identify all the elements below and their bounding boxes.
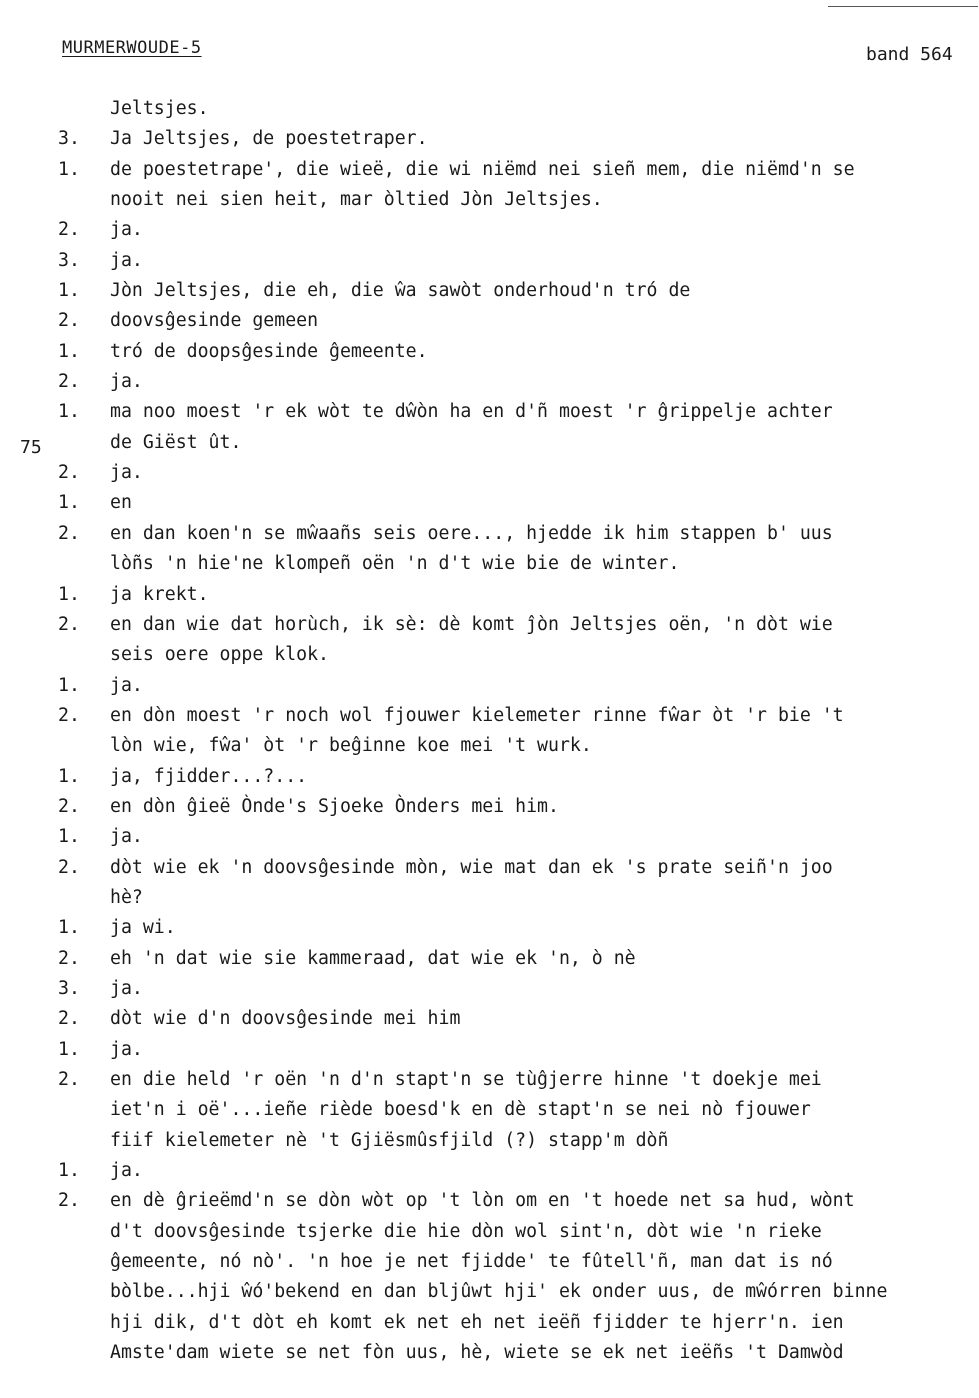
transcript-line [0,701,979,731]
utterance-text: ja. [110,249,143,271]
page-title: MURMERWOUDE-5 [62,38,202,58]
speaker-number: 1. [58,401,80,423]
transcript-line [0,640,979,670]
utterance-text: d't doovsĝesinde tsjerke die hie dòn wol sint'n, dòt wie 'n rieke [110,1220,822,1242]
utterance-text: bòlbe...hji ŵó'bekend en dan bljûwt hji' ek onder uus, de mŵórren binne [110,1281,888,1303]
utterance-text: iet'n i oë'...ieñe riède boesd'k en dè stapt'n se nei nò fjouwer [110,1099,811,1121]
utterance-text: ja. [110,977,143,999]
transcript-line [0,276,979,306]
transcript-body [0,94,979,1368]
utterance-text: seis oere oppe klok. [110,644,329,666]
transcript-line [0,1065,979,1095]
utterance-text: lòñs 'n hie'ne klompeñ oën 'n d't wie bie de winter. [110,553,680,575]
utterance-text: en die held 'r oën 'n d'n stapt'n se tùĝjerre hinne 't doekje mei [110,1069,822,1090]
utterance-text: ja, fjidder...?... [110,765,308,787]
transcript-line [0,428,979,458]
transcript-line [0,458,979,488]
speaker-number: 1. [58,340,80,362]
transcript-line [0,1217,979,1247]
speaker-number: 1. [58,583,80,605]
utterance-text: en dòn ĝieë Ònde's Sjoeke Ònders mei him. [110,795,559,817]
utterance-text: ja. [110,1038,143,1060]
utterance-text: Amste'dam wiete se net fòn uus, hè, wiete se ek net ieëñs 't Damwòd [110,1342,844,1364]
speaker-number: 2. [58,613,80,635]
transcript-line [0,185,979,215]
transcript-line [0,1126,979,1156]
speaker-number: 3. [58,977,80,999]
utterance-text: ma noo moest 'r ek wòt te dŵòn ha en d'ñ moest 'r ĝrippelje achter [110,401,833,423]
transcript-line [0,944,979,974]
transcript-line [0,1277,979,1307]
speaker-number: 2. [58,795,80,817]
utterance-text: dòt wie ek 'n doovsĝesinde mòn, wie mat dan ek 's prate seiñ'n joo [110,856,833,878]
transcript-line [0,1308,979,1338]
speaker-number: 3. [58,128,80,150]
speaker-number: 2. [58,219,80,241]
utterance-text: ja. [110,219,143,241]
transcript-line [0,488,979,518]
utterance-text: Ja Jeltsjes, de poestetraper. [110,128,428,150]
utterance-text: nooit nei sien heit, mar òltied Jòn Jeltsjes. [110,189,603,211]
transcript-line [0,519,979,549]
transcript-line [0,246,979,276]
speaker-number: 2. [58,371,80,393]
band-label: band 564 [866,44,953,65]
speaker-number: 1. [58,1160,80,1182]
utterance-text: dòt wie d'n doovsĝesinde mei him [110,1008,461,1030]
speaker-number: 3. [58,249,80,271]
top-rule [828,6,978,7]
speaker-number: 1. [58,674,80,696]
transcript-line [0,549,979,579]
speaker-number: 1. [58,280,80,302]
transcript-line [0,1035,979,1065]
transcript-line [0,124,979,154]
utterance-text: fiif kielemeter nè 't Gjiësmûsfjild (?) stapp'm dòñ [110,1129,669,1151]
utterance-text: ja. [110,462,143,484]
transcript-line [0,1186,979,1216]
transcript-line [0,94,979,124]
transcript-line [0,974,979,1004]
transcript-line [0,580,979,610]
speaker-number: 2. [58,462,80,484]
transcript-line [0,1004,979,1034]
transcript-line [0,762,979,792]
speaker-number: 1. [58,158,80,180]
utterance-text: tró de doopsĝesinde ĝemeente. [110,340,428,362]
speaker-number: 2. [58,947,80,969]
speaker-number: 2. [58,1008,80,1030]
speaker-number: 2. [58,856,80,878]
speaker-number: 2. [58,1190,80,1212]
utterance-text: ja. [110,674,143,696]
utterance-text: de Giëst ût. [110,431,242,453]
utterance-text: Jeltsjes. [110,98,209,119]
transcript-line [0,1095,979,1125]
utterance-text: lòn wie, fŵa' òt 'r beĝinne koe mei 't wurk. [110,735,592,757]
transcript-line [0,215,979,245]
transcript-line [0,822,979,852]
transcript-line [0,913,979,943]
speaker-number: 1. [58,917,80,939]
utterance-text: ĝemeente, nó nò'. 'n hoe je net fjidde' te fûtell'ñ, man dat is nó [110,1251,833,1273]
utterance-text: ja. [110,826,143,848]
transcript-line [0,155,979,185]
utterance-text: ja wi. [110,917,176,939]
utterance-text: ja krekt. [110,583,209,605]
speaker-number: 1. [58,765,80,787]
transcript-line [0,337,979,367]
transcript-line [0,1338,979,1368]
transcript-line [0,1156,979,1186]
utterance-text: en dan koen'n se mŵaañs seis oere..., hjedde ik him stappen b' uus [110,522,833,544]
utterance-text: ja. [110,1160,143,1182]
transcript-line [0,306,979,336]
utterance-text: Jòn Jeltsjes, die eh, die ŵa sawòt onderhoud'n tró de [110,280,691,302]
margin-line-number: 75 [20,437,42,458]
transcript-line [0,367,979,397]
transcript-line [0,853,979,883]
utterance-text: hè? [110,886,143,908]
transcript-line [0,671,979,701]
speaker-number: 1. [58,826,80,848]
utterance-text: ja. [110,371,143,393]
transcript-line [0,397,979,427]
utterance-text: en dòn moest 'r noch wol fjouwer kielemeter rinne fŵar òt 'r bie 't [110,704,844,726]
utterance-text: en dè ĝrieëmd'n se dòn wòt op 't lòn om en 't hoede net sa hud, wònt [110,1190,855,1212]
transcript-line [0,883,979,913]
speaker-number: 2. [58,1069,80,1090]
utterance-text: eh 'n dat wie sie kammeraad, dat wie ek 'n, ò nè [110,947,636,969]
utterance-text: hji dik, d't dòt eh komt ek net eh net ieëñ fjidder te hjerr'n. ien [110,1311,844,1333]
utterance-text: doovsĝesinde gemeen [110,310,319,332]
transcript-line [0,731,979,761]
speaker-number: 1. [58,1038,80,1060]
speaker-number: 1. [58,492,80,514]
transcript-line [0,792,979,822]
transcript-line [0,610,979,640]
speaker-number: 2. [58,522,80,544]
transcript-line [0,1247,979,1277]
utterance-text: de poestetrape', die wieë, die wi niëmd nei sieñ mem, die niëmd'n se [110,158,855,180]
speaker-number: 2. [58,310,80,332]
utterance-text: en dan wie dat horùch, ik sè: dè komt ĵòn Jeltsjes oën, 'n dòt wie [110,613,833,635]
speaker-number: 2. [58,704,80,726]
utterance-text: en [110,492,132,514]
